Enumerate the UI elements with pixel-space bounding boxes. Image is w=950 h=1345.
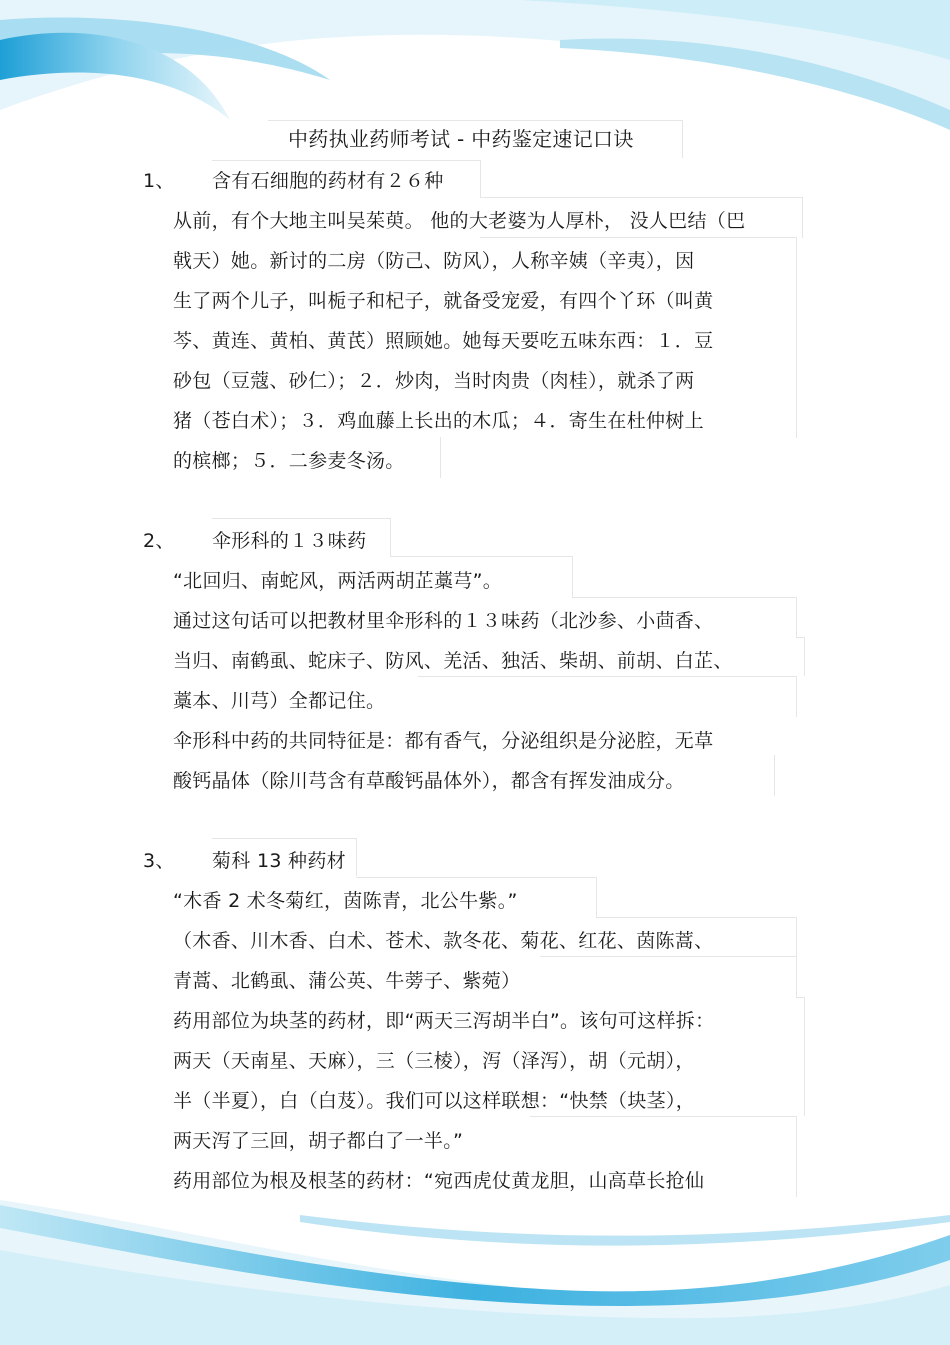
body-line: 砂包（豆蔻、砂仁）；２．炒肉，当时肉贵（肉桂），就杀了两 xyxy=(173,370,695,392)
body-line: “北回归、南蛇风，两活两胡芷藁芎”。 xyxy=(173,570,503,592)
frame-box xyxy=(796,1156,797,1197)
body-line: 芩、黄连、黄柏、黄芪）照顾她。她每天要吃五味东西：１．豆 xyxy=(173,330,714,352)
body-line: 酸钙晶体（除川芎含有草酸钙晶体外），都含有挥发油成分。 xyxy=(173,770,685,792)
body-line: 生了两个儿子，叫栀子和杞子，就备受宠爱，有四个丫环（叫黄 xyxy=(173,290,714,312)
frame-box xyxy=(540,956,797,997)
body-line: 药用部位为块茎的药材，即“两天三泻胡半白”。该句可这样拆： xyxy=(173,1010,715,1032)
body-line: “木香 2 术冬菊红，茵陈青，北公牛紫。” xyxy=(173,890,518,912)
body-line: 半（半夏），白（白芨）。我们可以这样联想：“快禁（块茎）， xyxy=(173,1090,696,1112)
body-line: 从前，有个大地主叫吴茱萸。 他的大老婆为人厚朴， 没人巴结（巴 xyxy=(173,210,746,232)
body-line: 伞形科中药的共同特征是：都有香气，分泌组织是分泌腔，无草 xyxy=(173,730,714,752)
body-line: 的槟榔；５．二参麦冬汤。 xyxy=(173,450,405,472)
section-heading: 菊科 13 种药材 xyxy=(212,850,346,872)
section-heading: 含有石细胞的药材有２６种 xyxy=(212,170,444,192)
frame-box xyxy=(796,637,805,676)
body-line: 戟天）她。新讨的二房（防己、防风），人称辛姨（辛夷），因 xyxy=(173,250,695,272)
frame-box xyxy=(796,997,805,1116)
section-number: 1、 xyxy=(143,170,175,192)
body-line: 通过这句话可以把教材里伞形科的１３味药（北沙参、小茴香、 xyxy=(173,610,714,632)
body-line: 两天泻了三回，胡子都白了一半。” xyxy=(173,1130,464,1152)
body-line: 两天（天南星、天麻），三（三棱），泻（泽泻），胡（元胡）， xyxy=(173,1050,695,1072)
frame-box xyxy=(530,1116,797,1157)
frame-box xyxy=(418,676,797,717)
body-line: 药用部位为根及根茎的药材：“宛西虎仗黄龙胆，山高草长抢仙 xyxy=(173,1170,705,1192)
page-title: 中药执业药师考试 - 中药鉴定速记口诀 xyxy=(288,127,634,151)
frame-box xyxy=(774,755,775,796)
body-line: 猪（苍白术）；３．鸡血藤上长出的木瓜；４．寄生在杜仲树上 xyxy=(173,410,704,432)
section-heading: 伞形科的１３味药 xyxy=(212,530,367,552)
section-number: 3、 xyxy=(143,850,175,872)
body-line: 当归、南鹤虱、蛇床子、防风、羌活、独活、柴胡、前胡、白芷、 xyxy=(173,650,733,672)
body-line: （木香、川木香、白术、苍术、款冬花、菊花、红花、茵陈蒿、 xyxy=(173,930,714,952)
frame-box xyxy=(440,437,441,478)
section-number: 2、 xyxy=(143,530,175,552)
body-line: 青蒿、北鹤虱、蒲公英、牛蒡子、紫菀） xyxy=(173,970,521,992)
body-line: 藁本、川芎）全都记住。 xyxy=(173,690,386,712)
